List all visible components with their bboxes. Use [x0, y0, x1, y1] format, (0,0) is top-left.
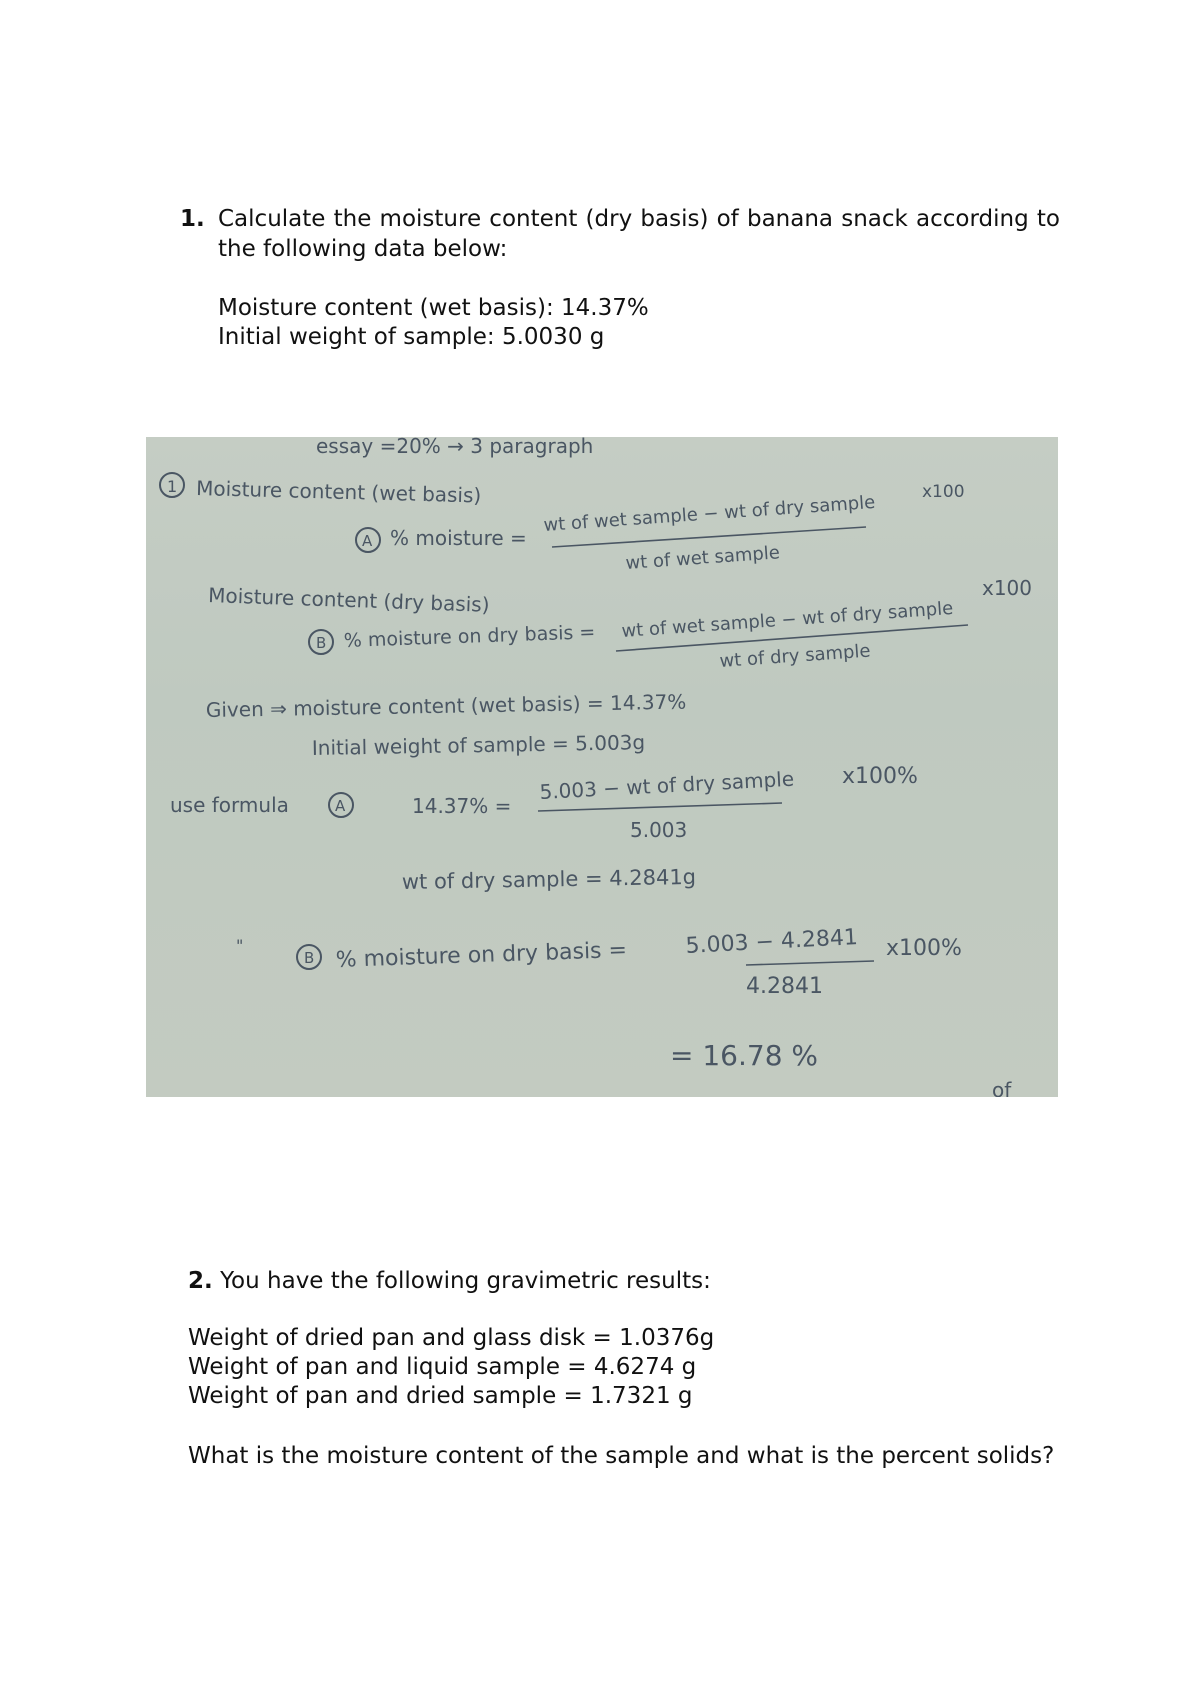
question-1-data-line: Initial weight of sample: 5.0030 g	[218, 324, 605, 350]
calc-a-multiplier: x100%	[842, 764, 918, 789]
ditto-mark: "	[236, 936, 244, 955]
calc-a-lhs: 14.37% =	[412, 794, 512, 818]
use-formula-a-label: A	[335, 797, 346, 815]
formula-a-multiplier: x100	[922, 482, 965, 502]
heading-wet-basis: Moisture content (wet basis)	[195, 476, 482, 508]
question-2	[188, 1266, 1068, 1471]
formula-b-lhs: % moisture on dry basis =	[343, 621, 596, 652]
calc-b-label: B	[304, 949, 315, 967]
formula-b-numerator: wt of wet sample − wt of dry sample	[620, 597, 954, 642]
given-line-2: Initial weight of sample = 5.003g	[311, 730, 646, 760]
formula-a-lhs: % moisture =	[390, 526, 527, 550]
question-2-data	[188, 1324, 1068, 1411]
question-2-number: 2.	[188, 1268, 213, 1294]
question-2-data-line: Weight of pan and liquid sample = 4.6274 g	[188, 1354, 697, 1380]
handwritten-notes	[146, 437, 1058, 1097]
dry-weight-result: wt of dry sample = 4.2841g	[401, 864, 697, 894]
formula-b-multiplier: x100	[982, 576, 1033, 600]
question-1-data	[218, 294, 1060, 352]
calc-a-denominator: 5.003	[630, 818, 688, 842]
question-1	[180, 204, 1060, 352]
handwritten-solution-photo	[146, 437, 1058, 1097]
formula-b-denominator: wt of dry sample	[718, 640, 872, 672]
calc-b-lhs: % moisture on dry basis =	[335, 937, 628, 973]
given-line-1: Given ⇒ moisture content (wet basis) = 14.37%	[205, 689, 687, 722]
calc-a-fraction-line	[538, 803, 782, 811]
question-1-text: Calculate the moisture content (dry basis) of banana snack according to the following data below:	[218, 206, 1060, 262]
calc-b-denominator: 4.2841	[746, 974, 823, 999]
label-a: A	[362, 532, 373, 550]
question-2-data-line: Weight of pan and dried sample = 1.7321 g	[188, 1383, 693, 1409]
use-formula-label: use formula	[170, 793, 289, 817]
calc-b-multiplier: x100%	[886, 936, 962, 961]
bottom-fragment: of	[992, 1078, 1012, 1097]
formula-a-denominator: wt of wet sample	[624, 542, 781, 574]
heading-dry-basis: Moisture content (dry basis)	[207, 583, 490, 617]
question-1-data-line: Moisture content (wet basis): 14.37%	[218, 295, 649, 321]
header-fragment: essay =20% → 3 paragraph	[316, 437, 594, 458]
formula-a-numerator: wt of wet sample − wt of dry sample	[542, 491, 876, 536]
calc-a-numerator: 5.003 − wt of dry sample	[539, 766, 795, 804]
question-2-text: You have the following gravimetric results:	[220, 1268, 711, 1294]
question-1-number: 1.	[180, 206, 205, 232]
question-2-data-line: Weight of dried pan and glass disk = 1.0376g	[188, 1325, 715, 1351]
question-2-prompt: What is the moisture content of the sample and what is the percent solids?	[188, 1443, 1055, 1469]
calc-b-numerator: 5.003 − 4.2841	[685, 925, 859, 959]
question-2-heading	[188, 1266, 1068, 1296]
item-number: 1	[167, 477, 178, 496]
final-result: = 16.78 %	[670, 1039, 819, 1072]
label-b: B	[316, 634, 327, 652]
calc-b-fraction-line	[746, 961, 874, 965]
